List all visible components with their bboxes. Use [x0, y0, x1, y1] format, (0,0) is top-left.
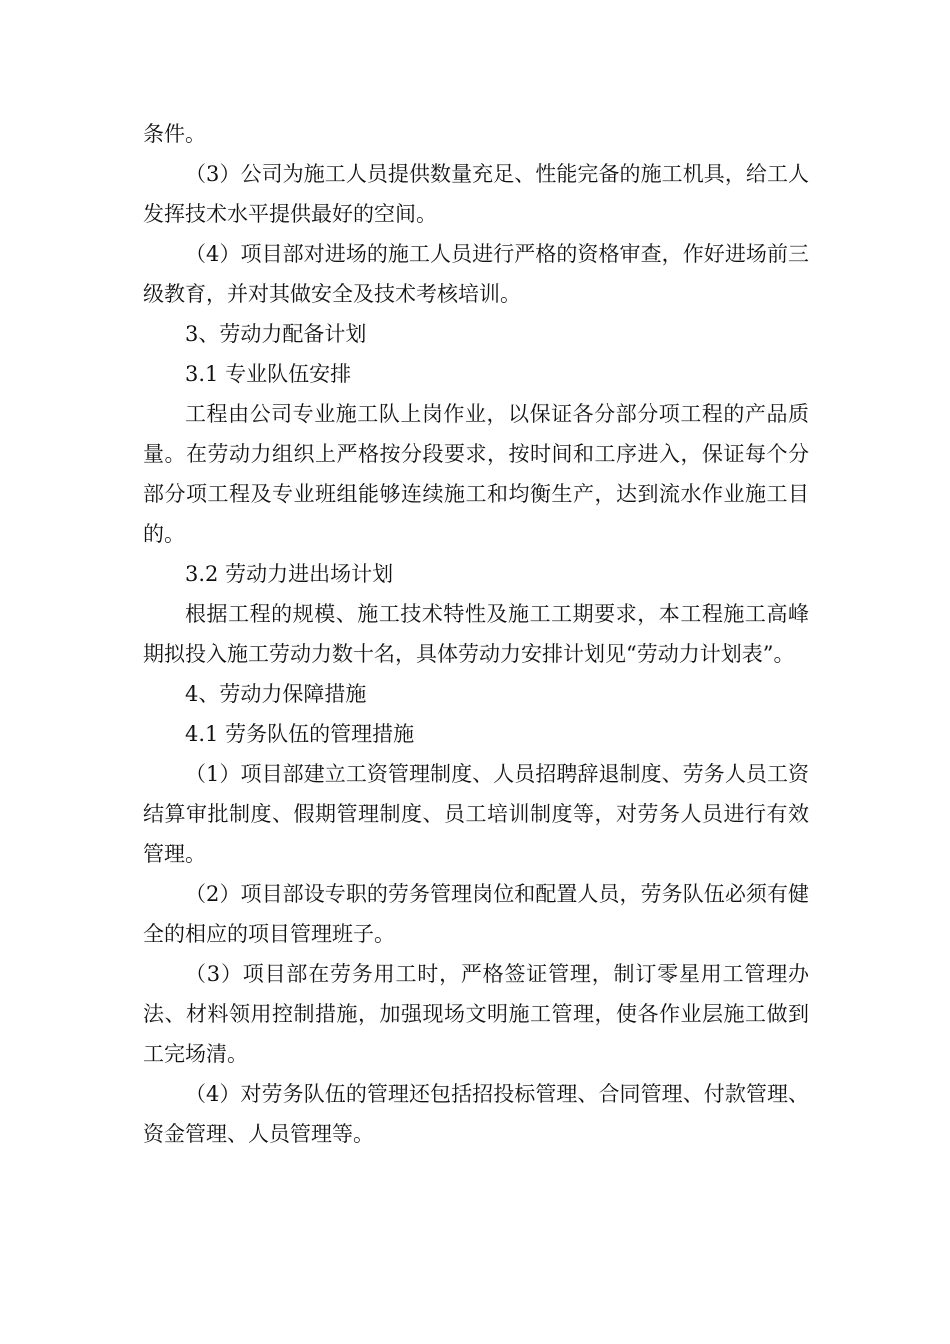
document-body: [143, 114, 809, 1154]
paragraph-labor-plan: 根据工程的规模、施工技术特性及施工工期要求，本工程施工高峰期拟投入施工劳动力数十名，具体劳动力安排计划见“劳动力计划表”。: [143, 602, 809, 666]
paragraph-team-arrangement: 工程由公司专业施工队上岗作业，以保证各分部分项工程的产品质量。在劳动力组织上严格按分段要求，按时间和工序进入，保证每个分部分项工程及专业班组能够连续施工和均衡生产，达到流水作业施工目的。: [143, 402, 809, 546]
section-heading-4: 4、劳动力保障措施: [185, 682, 367, 706]
subsection-heading-3-1: 3.1 专业队伍安排: [185, 362, 352, 386]
subsection-heading-3-2: 3.2 劳动力进出场计划: [185, 562, 394, 586]
paragraph-measure-1: （1）项目部建立工资管理制度、人员招聘辞退制度、劳务人员工资结算审批制度、假期管理制度、员工培训制度等，对劳务人员进行有效管理。: [143, 762, 809, 866]
paragraph-item-4-qualification: （4）项目部对进场的施工人员进行严格的资格审查，作好进场前三级教育，并对其做安全及技术考核培训。: [143, 242, 809, 306]
paragraph-continuation: 条件。: [143, 122, 206, 146]
paragraph-measure-4: （4）对劳务队伍的管理还包括招投标管理、合同管理、付款管理、资金管理、人员管理等。: [143, 1082, 809, 1146]
paragraph-measure-3: （3）项目部在劳务用工时，严格签证管理，制订零星用工管理办法、材料领用控制措施，加强现场文明施工管理，使各作业层施工做到工完场清。: [143, 962, 809, 1066]
paragraph-measure-2: （2）项目部设专职的劳务管理岗位和配置人员，劳务队伍必须有健全的相应的项目管理班子。: [143, 882, 809, 946]
paragraph-item-3-tools: （3）公司为施工人员提供数量充足、性能完备的施工机具，给工人发挥技术水平提供最好的空间。: [143, 162, 809, 226]
subsection-heading-4-1: 4.1 劳务队伍的管理措施: [185, 722, 415, 746]
section-heading-3: 3、劳动力配备计划: [185, 322, 367, 346]
